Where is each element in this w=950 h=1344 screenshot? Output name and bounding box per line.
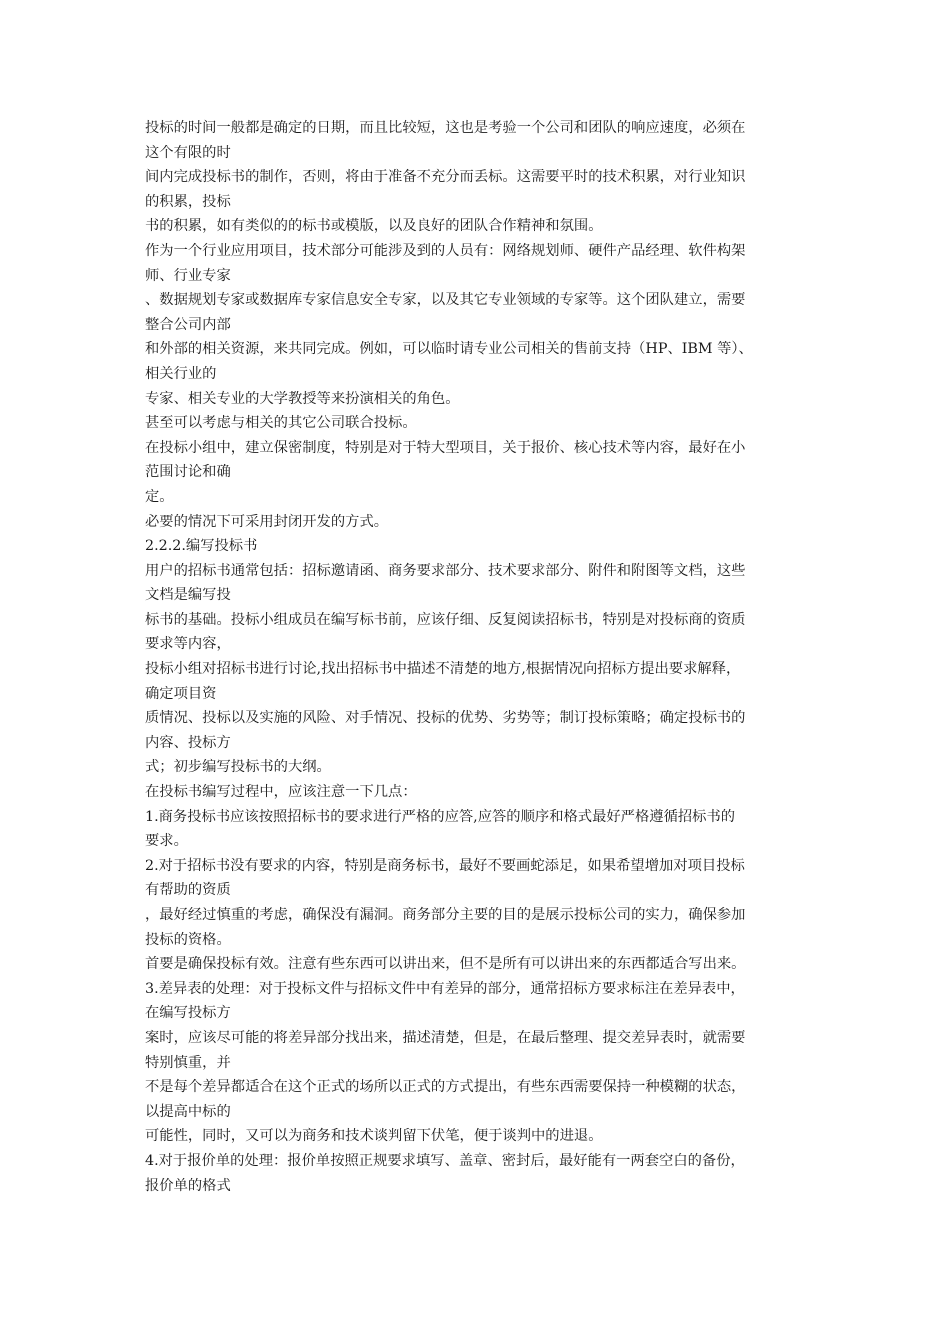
text-line: 书的积累，如有类似的的标书或模版，以及良好的团队合作精神和氛围。 bbox=[145, 218, 603, 235]
text-line: 1.商务投标书应该按照招标书的要求进行严格的应答,应答的顺序和格式最好严格遵循招标书的 bbox=[145, 808, 736, 825]
text-line: 可能性，同时，又可以为商务和技术谈判留下伏笔，便于谈判中的进退。 bbox=[145, 1128, 603, 1145]
text-line: 范围讨论和确 bbox=[145, 464, 231, 481]
text-line: 定。 bbox=[145, 488, 174, 505]
text-line: 师、行业专家 bbox=[145, 267, 231, 284]
text-line: 整合公司内部 bbox=[145, 316, 231, 333]
text-line: 案时，应该尽可能的将差异部分找出来，描述清楚，但是，在最后整理、提交差异表时，就需要 bbox=[145, 1029, 746, 1046]
document-body bbox=[145, 116, 810, 1198]
text-line: 4.对于报价单的处理：报价单按照正规要求填写、盖章、密封后，最好能有一两套空白的备份， bbox=[145, 1152, 745, 1169]
text-line: 2.对于招标书没有要求的内容，特别是商务标书，最好不要画蛇添足，如果希望增加对项目投标 bbox=[145, 857, 745, 874]
text-line: 3.差异表的处理：对于投标文件与招标文件中有差异的部分，通常招标方要求标注在差异表中， bbox=[145, 980, 745, 997]
text-line: 、数据规划专家或数据库专家信息安全专家，以及其它专业领域的专家等。这个团队建立，需要 bbox=[145, 292, 746, 309]
text-line: 文档是编写投 bbox=[145, 587, 231, 604]
text-line: 质情况、投标以及实施的风险、对手情况、投标的优势、劣势等；制订投标策略；确定投标书的 bbox=[145, 710, 746, 727]
text-line: 的积累，投标 bbox=[145, 193, 231, 210]
text-line: 和外部的相关资源，来共同完成。例如，可以临时请专业公司相关的售前支持（HP、IBM 等）、 bbox=[145, 341, 753, 358]
text-line: 必要的情况下可采用封闭开发的方式。 bbox=[145, 513, 389, 530]
text-line: 投标的资格。 bbox=[145, 931, 231, 948]
text-line: 投标的时间一般都是确定的日期，而且比较短，这也是考验一个公司和团队的响应速度，必须在 bbox=[145, 120, 746, 136]
text-line: 投标小组对招标书进行讨论,找出招标书中描述不清楚的地方,根据情况向招标方提出要求解释， bbox=[145, 661, 741, 678]
text-line: 以提高中标的 bbox=[145, 1103, 231, 1120]
text-line: 间内完成投标书的制作，否则，将由于准备不充分而丢标。这需要平时的技术积累，对行业知识 bbox=[145, 169, 746, 186]
text-line: 用户的招标书通常包括：招标邀请函、商务要求部分、技术要求部分、附件和附图等文档，这些 bbox=[145, 562, 746, 579]
text-line: 在投标小组中，建立保密制度，特别是对于特大型项目，关于报价、核心技术等内容，最好在小 bbox=[145, 439, 746, 456]
text-line: 特别慎重，并 bbox=[145, 1054, 231, 1071]
text-line: 标书的基础。投标小组成员在编写标书前，应该仔细、反复阅读招标书，特别是对投标商的资质 bbox=[145, 611, 746, 628]
text-line: 确定项目资 bbox=[145, 685, 217, 702]
text-line: 报价单的格式 bbox=[145, 1177, 231, 1194]
text-line: ，最好经过慎重的考虑，确保没有漏洞。商务部分主要的目的是展示投标公司的实力，确保参加 bbox=[145, 907, 746, 923]
text-line: 甚至可以考虑与相关的其它公司联合投标。 bbox=[145, 415, 417, 432]
text-line: 首要是确保投标有效。注意有些东西可以讲出来，但不是所有可以讲出来的东西都适合写出来。 bbox=[145, 956, 746, 973]
text-line: 在投标书编写过程中，应该注意一下几点： bbox=[145, 784, 417, 801]
text-line: 要求等内容， bbox=[145, 636, 231, 653]
text-line: 要求。 bbox=[145, 833, 188, 850]
text-line: 2.2.2.编写投标书 bbox=[145, 538, 258, 555]
text-line: 有帮助的资质 bbox=[145, 882, 231, 899]
text-line: 在编写投标方 bbox=[145, 1005, 231, 1022]
text-line: 内容、投标方 bbox=[145, 734, 231, 751]
text-line: 不是每个差异都适合在这个正式的场所以正式的方式提出，有些东西需要保持一种模糊的状态， bbox=[145, 1079, 746, 1096]
text-line: 这个有限的时 bbox=[145, 144, 231, 161]
text-line: 式；初步编写投标书的大纲。 bbox=[145, 759, 331, 776]
text-line: 作为一个行业应用项目，技术部分可能涉及到的人员有：网络规划师、硬件产品经理、软件构架 bbox=[145, 242, 746, 259]
text-line: 相关行业的 bbox=[145, 365, 217, 382]
text-line: 专家、相关专业的大学教授等来扮演相关的角色。 bbox=[145, 390, 460, 407]
